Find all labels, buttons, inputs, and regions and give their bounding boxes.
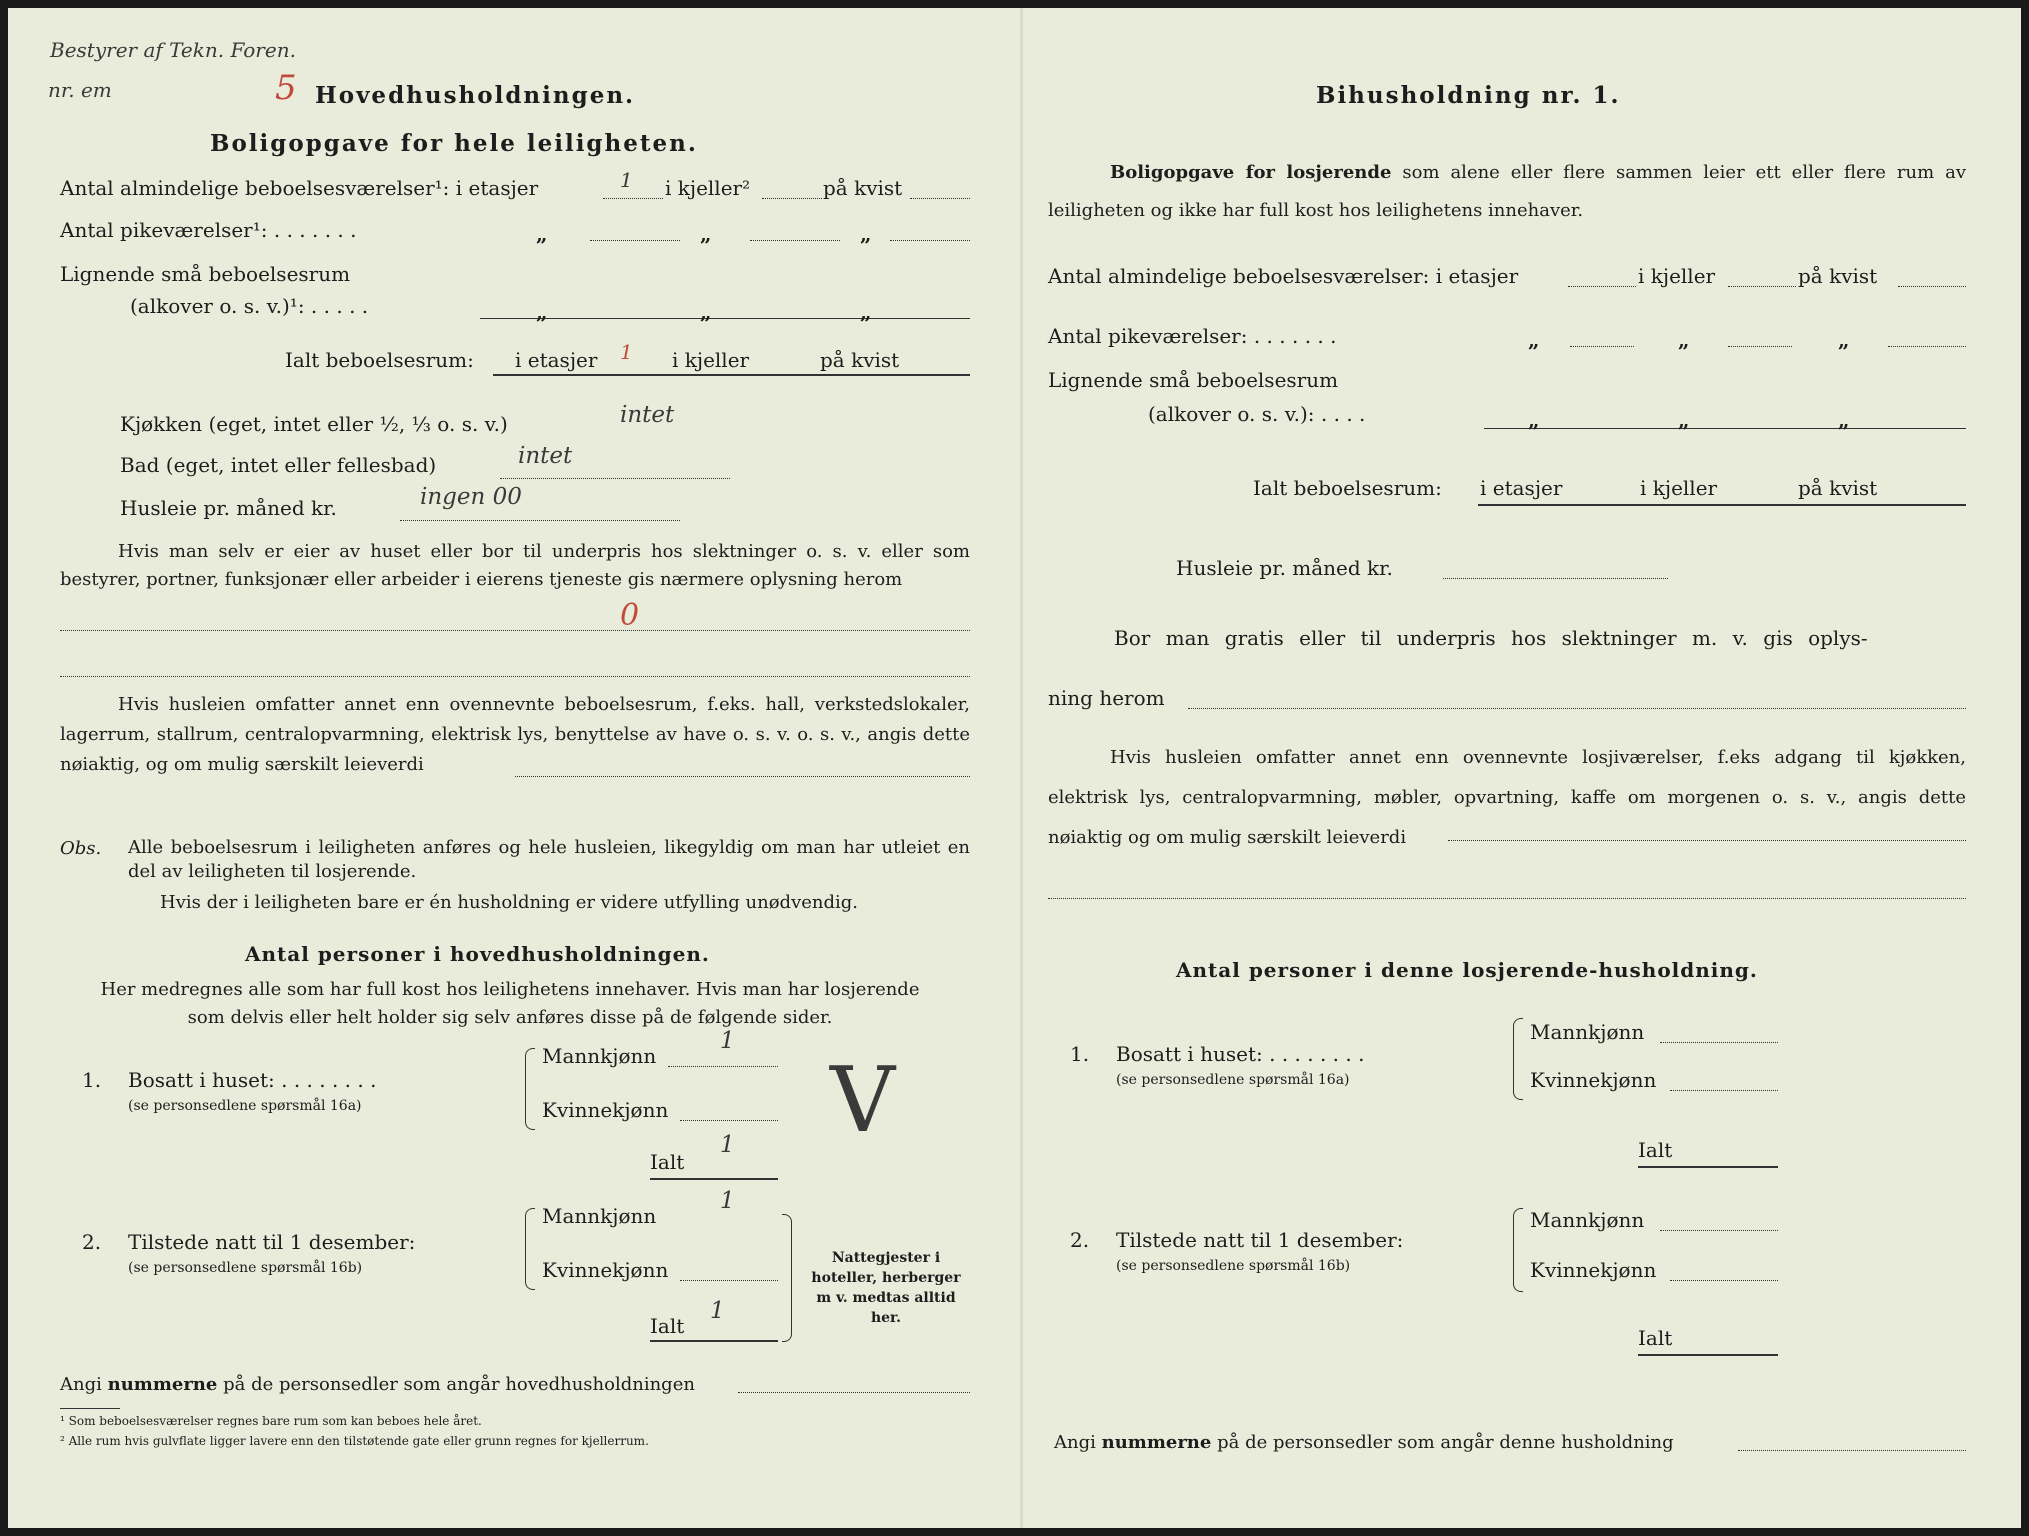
- checkmark: V: [830, 1048, 895, 1153]
- handwritten-note-line1: Bestyrer af Tekn. Foren.: [50, 38, 296, 62]
- r-q2-mann-label: Mannkjønn: [1530, 1208, 1645, 1232]
- husleie-field[interactable]: [400, 520, 680, 521]
- footnote-rule: [60, 1408, 120, 1409]
- ditto-mark: „: [1838, 328, 1850, 352]
- bad-field[interactable]: [500, 478, 730, 479]
- r-husleie-field[interactable]: [1443, 578, 1668, 579]
- angi-bold: nummerne: [107, 1374, 218, 1395]
- left-page: [48, 8, 970, 1528]
- r-angi-bold: nummerne: [1101, 1432, 1212, 1453]
- husleie-value: ingen 00: [420, 484, 522, 510]
- obs-text: Alle beboelsesrum i leiligheten anføres og hele husleien, likegyldig om man har utleiet en del av leiligheten til losjerende.: [128, 837, 970, 882]
- alkover-field[interactable]: [480, 318, 970, 319]
- bad-label: Bad (eget, intet eller fellesbad): [120, 453, 437, 477]
- r-rooms-kvist-field[interactable]: [1898, 286, 1966, 287]
- r-q2-brace: [1513, 1208, 1523, 1292]
- oplysning-field[interactable]: [60, 630, 970, 631]
- q2-subtext: (se personsedlene spørsmål 16b): [128, 1260, 363, 1276]
- q1-number: 1.: [82, 1068, 102, 1092]
- r-q1-brace: [1513, 1018, 1523, 1100]
- pike-extra-field[interactable]: [890, 240, 970, 241]
- r-q1-subtext: (se personsedlene spørsmål 16a): [1116, 1072, 1350, 1088]
- left-subtitle: Boligopgave for hele leiligheten.: [210, 130, 698, 157]
- r-leieverdi-field[interactable]: [1448, 840, 1966, 841]
- q1-ialt-label: Ialt: [650, 1150, 685, 1174]
- ditto-mark: „: [1528, 408, 1540, 432]
- right-page: [1048, 8, 1966, 1528]
- r-husleie-label: Husleie pr. måned kr.: [1176, 556, 1393, 580]
- angi-label: [60, 1374, 695, 1395]
- angi-rest: på de personsedler som angår hovedhusholdningen: [223, 1374, 695, 1395]
- r-rooms-kvist-label: på kvist: [1798, 264, 1878, 288]
- oplysning-value: 0: [620, 598, 640, 633]
- r-ialt-rooms-underline: [1478, 504, 1966, 506]
- r-angi-field[interactable]: [1738, 1450, 1966, 1451]
- ialt-rooms-underline: [493, 374, 970, 376]
- ditto-mark: „: [860, 222, 872, 246]
- r-personer-title: Antal personer i denne losjerende-husholdning.: [1176, 958, 1758, 982]
- r-leieverdi-field-2[interactable]: [1048, 898, 1966, 899]
- omfatter-instructions: Hvis husleien omfatter annet enn ovennevnte beboelsesrum, f.eks. hall, verkstedslokaler, lagerrum, stallrum, centralopvarmning, elektrisk lys, benyttelse av have o. s. v. o. s. v., angis dette nøiaktig, og om mulig særskilt leieverdi: [60, 694, 970, 775]
- alkover-label: (alkover o. s. v.)¹: . . . . .: [130, 294, 369, 318]
- r-rooms-etasjer-field[interactable]: [1568, 286, 1636, 287]
- husleie-label: Husleie pr. måned kr.: [120, 496, 337, 520]
- r-q2-ialt-label: Ialt: [1638, 1326, 1673, 1350]
- q1-mann-label: Mannkjønn: [542, 1044, 657, 1068]
- personer-instructions: Her medregnes alle som har full kost hos leilighetens innehaver. Hvis man har losjerende som delvis eller helt holder sig selv anføres disse på de følgende sider.: [100, 979, 920, 1028]
- r-q1-mann-label: Mannkjønn: [1530, 1020, 1645, 1044]
- q2-ialt-value: 1: [710, 1298, 725, 1324]
- left-title: Hovedhusholdningen.: [315, 82, 636, 109]
- r-rooms-kjeller-label: i kjeller: [1638, 264, 1716, 288]
- q1-mann-value: 1: [720, 1028, 735, 1054]
- r-angi-label: [1054, 1432, 1674, 1453]
- ditto-mark: „: [536, 300, 548, 324]
- r-q1-ialt-field[interactable]: [1638, 1166, 1778, 1168]
- r-pike-field-3[interactable]: [1888, 346, 1966, 347]
- r-alkover-label: (alkover o. s. v.): . . . .: [1148, 402, 1366, 426]
- ialt-rooms-label: Ialt beboelsesrum:: [285, 348, 474, 372]
- intro-rest: som alene eller flere sammen leier ett eller flere rum av leiligheten og ikke har full kost hos leilighetens innehaver.: [1048, 162, 1966, 221]
- personer-title: Antal personer i hovedhusholdningen.: [245, 942, 710, 966]
- r-q1-mann-field[interactable]: [1660, 1042, 1778, 1043]
- bad-value: intet: [518, 443, 573, 469]
- q2-mann-value: 1: [720, 1188, 735, 1214]
- q1-ialt-value: 1: [720, 1132, 735, 1158]
- ialt-kjeller-label: i kjeller: [672, 348, 750, 372]
- r-omfatter-instructions: Hvis husleien omfatter annet enn ovennevnte losjiværelser, f.eks adgang til kjøkken, elektrisk lys, centralopvarmning, møbler, opvartning, kaffe om morgenen o. s. v., angis dette nøiaktig og om mulig særskilt leieverdi: [1048, 747, 1966, 848]
- r-ialt-etasjer-label: i etasjer: [1480, 476, 1563, 500]
- r-gratis-line1: Bor man gratis eller til underpris hos slektninger m. v. gis oplys-: [1114, 626, 1868, 650]
- ditto-mark: „: [860, 300, 872, 324]
- r-angi-rest: på de personsedler som angår denne husholdning: [1217, 1432, 1674, 1453]
- r-q2-mann-field[interactable]: [1660, 1230, 1778, 1231]
- kjokken-label: Kjøkken (eget, intet eller ½, ⅓ o. s. v.): [120, 412, 508, 436]
- q2-kvinne-label: Kvinnekjønn: [542, 1258, 669, 1282]
- q2-mann-label: Mannkjønn: [542, 1204, 657, 1228]
- census-form-sheet: [8, 8, 2021, 1528]
- obs-text-2: Hvis der i leiligheten bare er én husholdning er videre utfylling unødvendig.: [160, 892, 859, 913]
- rooms-kvist-field[interactable]: [910, 198, 970, 199]
- r-rooms-row1-label: Antal almindelige beboelsesværelser: i etasjer: [1048, 264, 1519, 288]
- ditto-mark: „: [700, 222, 712, 246]
- kjokken-value: intet: [620, 402, 675, 428]
- rooms-kjeller-label: i kjeller²: [665, 176, 751, 200]
- q1-brace: [525, 1048, 535, 1130]
- r-q1-kvinne-label: Kvinnekjønn: [1530, 1068, 1657, 1092]
- q2-right-brace: [782, 1214, 792, 1342]
- pike-kjeller-field[interactable]: [590, 240, 680, 241]
- q2-brace: [525, 1208, 535, 1290]
- pike-kvist-field[interactable]: [750, 240, 840, 241]
- q2-ialt-label: Ialt: [650, 1314, 685, 1338]
- r-angi-word: Angi: [1054, 1432, 1096, 1453]
- handwritten-note-line2: nr. em: [48, 78, 112, 102]
- rooms-etasjer-value: 1: [620, 168, 633, 192]
- ditto-mark: „: [1528, 328, 1540, 352]
- r-oplysning-field[interactable]: [1188, 708, 1966, 709]
- nattegjester-note: Nattegjester i hoteller, herberger m v. medtas alltid her.: [811, 1250, 961, 1326]
- r-q2-ialt-field[interactable]: [1638, 1354, 1778, 1356]
- ditto-mark: „: [700, 300, 712, 324]
- q1-label: Bosatt i huset: . . . . . . . .: [128, 1068, 377, 1092]
- small-rooms-label: Lignende små beboelsesrum: [60, 262, 351, 286]
- handwritten-household-number: 5: [275, 68, 297, 108]
- footnote-1: ¹ Som beboelsesværelser regnes bare rum som kan beboes hele året.: [60, 1414, 482, 1428]
- q2-kvinne-field[interactable]: [680, 1280, 778, 1281]
- r-ialt-kvist-label: på kvist: [1798, 476, 1878, 500]
- r-q2-subtext: (se personsedlene spørsmål 16b): [1116, 1258, 1351, 1274]
- leieverdi-field[interactable]: [515, 776, 970, 777]
- q1-subtext: (se personsedlene spørsmål 16a): [128, 1098, 362, 1114]
- page-fold: [1020, 8, 1023, 1528]
- q1-kvinne-field[interactable]: [680, 1120, 778, 1121]
- q1-ialt-field[interactable]: [650, 1178, 778, 1180]
- q2-label: Tilstede natt til 1 desember:: [128, 1230, 416, 1254]
- angi-field[interactable]: [738, 1392, 970, 1393]
- r-q2-kvinne-field[interactable]: [1670, 1280, 1778, 1281]
- r-pike-field-2[interactable]: [1728, 346, 1792, 347]
- rooms-kvist-label: på kvist: [823, 176, 903, 200]
- q2-number: 2.: [82, 1230, 102, 1254]
- q1-kvinne-label: Kvinnekjønn: [542, 1098, 669, 1122]
- ditto-mark: „: [536, 222, 548, 246]
- ditto-mark: „: [1678, 408, 1690, 432]
- ialt-etasjer-value: 1: [620, 340, 633, 364]
- r-q2-number: 2.: [1070, 1228, 1090, 1252]
- eier-instructions: Hvis man selv er eier av huset eller bor til underpris hos slektninger o. s. v. eller som bestyrer, portner, funksjonær eller arbeider i eierens tjeneste gis nærmere oplysning herom: [60, 541, 970, 590]
- oplysning-field-2[interactable]: [60, 676, 970, 677]
- r-q1-number: 1.: [1070, 1042, 1090, 1066]
- angi-word: Angi: [60, 1374, 102, 1395]
- r-q1-label: Bosatt i huset: . . . . . . . .: [1116, 1042, 1365, 1066]
- r-alkover-field[interactable]: [1484, 428, 1966, 429]
- r-q1-kvinne-field[interactable]: [1670, 1090, 1778, 1091]
- rooms-kjeller-field[interactable]: [762, 198, 822, 199]
- q1-mann-field[interactable]: [668, 1066, 778, 1067]
- intro-bold: Boligopgave for losjerende: [1110, 162, 1392, 183]
- right-intro: [1048, 154, 1966, 230]
- ditto-mark: „: [1838, 408, 1850, 432]
- r-q2-kvinne-label: Kvinnekjønn: [1530, 1258, 1657, 1282]
- pike-row-label: Antal pikeværelser¹: . . . . . . .: [60, 218, 357, 242]
- r-q2-label: Tilstede natt til 1 desember:: [1116, 1228, 1404, 1252]
- rooms-row1-label: Antal almindelige beboelsesværelser¹: i etasjer: [60, 176, 539, 200]
- obs-label: Obs.: [60, 838, 102, 859]
- r-pike-field-1[interactable]: [1570, 346, 1634, 347]
- ialt-kvist-label: på kvist: [820, 348, 900, 372]
- r-ialt-rooms-label: Ialt beboelsesrum:: [1253, 476, 1442, 500]
- r-q1-ialt-label: Ialt: [1638, 1138, 1673, 1162]
- r-ialt-kjeller-label: i kjeller: [1640, 476, 1718, 500]
- r-rooms-kjeller-field[interactable]: [1728, 286, 1796, 287]
- footnote-2: ² Alle rum hvis gulvflate ligger lavere enn den tilstøtende gate eller grunn regnes for kjellerrum.: [60, 1434, 649, 1448]
- right-title: Bihusholdning nr. 1.: [1316, 82, 1621, 109]
- ditto-mark: „: [1678, 328, 1690, 352]
- r-pike-row-label: Antal pikeværelser: . . . . . . .: [1048, 324, 1337, 348]
- r-small-rooms-label: Lignende små beboelsesrum: [1048, 368, 1339, 392]
- ialt-etasjer-label: i etasjer: [515, 348, 598, 372]
- rooms-etasjer-field[interactable]: [603, 198, 663, 199]
- q2-ialt-field[interactable]: [650, 1340, 778, 1342]
- r-gratis-line2: ning herom: [1048, 686, 1165, 710]
